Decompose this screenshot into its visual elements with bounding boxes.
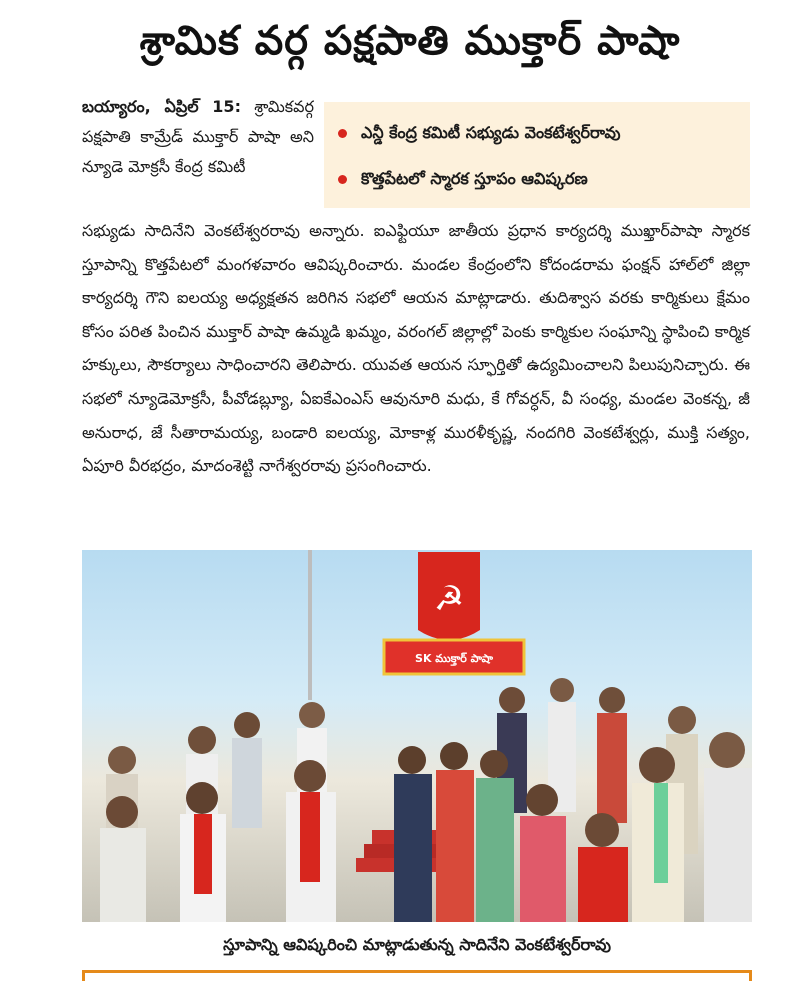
highlights-box	[324, 102, 750, 208]
headline: శ్రామిక వర్గ పక్షపాతి ముక్తార్ పాషా	[139, 18, 681, 64]
highlight-text: ఎన్డీ కేంద్ర కమిటీ సభ్యుడు వెంకటేశ్వర్‌రావు	[361, 123, 621, 142]
highlight-item	[338, 164, 746, 194]
news-photo	[82, 550, 752, 922]
article-body: సభ్యుడు సాదినేని వెంకటేశ్వరరావు అన్నారు. ఐఎఫ్టియూ జాతీయ ప్రధాన కార్యదర్శి ముఖ్తార్‌పాషా స్మారక స్తూపాన్ని కొత్తపేటలో మంగళవారం ఆవిష్కరించారు. మండల కేంద్రంలోని కోదండరామ ఫంక్షన్ హాల్‌లో జిల్లా కార్యదర్శి గౌని ఐలయ్య అధ్యక్షతన జరిగిన సభలో ఆయన మాట్లాడారు. తుదిశ్వాస వరకు కార్మికులు క్షేమం కోసం పరిత పించిన ముక్తార్ పాషా ఉమ్మడి ఖమ్మం, వరంగల్ జిల్లాల్లో పెంకు కార్మికుల సంఘాన్ని స్థాపించి కార్మిక హక్కులు, సౌకర్యాలు సాధించారని తెలిపారు. యువత ఆయన స్ఫూర్తితో ఉద్యమించాలని పిలుపునిచ్చారు. ఈ సభలో న్యూడెమోక్రసీ, పీవోడబ్ల్యూ, ఏఐకేఎంఎస్ ఆవునూరి మధు, కే గోవర్ధన్, వీ సంధ్య, మండల వెంకన్న, జీ అనురాధ, జే సీతారామయ్య, బండారి ఐలయ్య, మోకాళ్ల మురళీకృష్ణ, నందగిరి వెంకటేశ్వర్లు, ముక్తి సత్యం, ఏపూరి వీరభద్రం, మాదంశెట్టి నాగేశ్వరరావు ప్రసంగించారు.	[82, 221, 750, 476]
photo-caption: స్తూపాన్ని ఆవిష్కరించి మాట్లాడుతున్న సాదినేని వెంకటేశ్వర్‌రావు	[223, 935, 611, 954]
highlight-text: కొత్తపేటలో స్మారక స్తూపం ఆవిష్కరణ	[361, 169, 588, 188]
hammer-sickle-icon: ☭	[433, 579, 465, 619]
bottom-border	[82, 970, 752, 981]
bullet-icon	[338, 129, 347, 138]
flag-pole	[308, 550, 312, 700]
highlight-item	[338, 118, 746, 148]
bullet-icon	[338, 175, 347, 184]
dateline: బయ్యారం, ఏప్రిల్ 15:	[82, 97, 241, 116]
photo-illustration	[82, 550, 752, 922]
lead-text: శ్రామికవర్గ పక్షపాతి కామ్రేడ్ ముక్తార్ పాషా అని న్యూడె మోక్రసీ కేంద్ర కమిటీ	[82, 97, 314, 176]
banner-text: SK ముక్తార్ పాషా	[415, 652, 493, 665]
lead-paragraph	[82, 92, 314, 182]
